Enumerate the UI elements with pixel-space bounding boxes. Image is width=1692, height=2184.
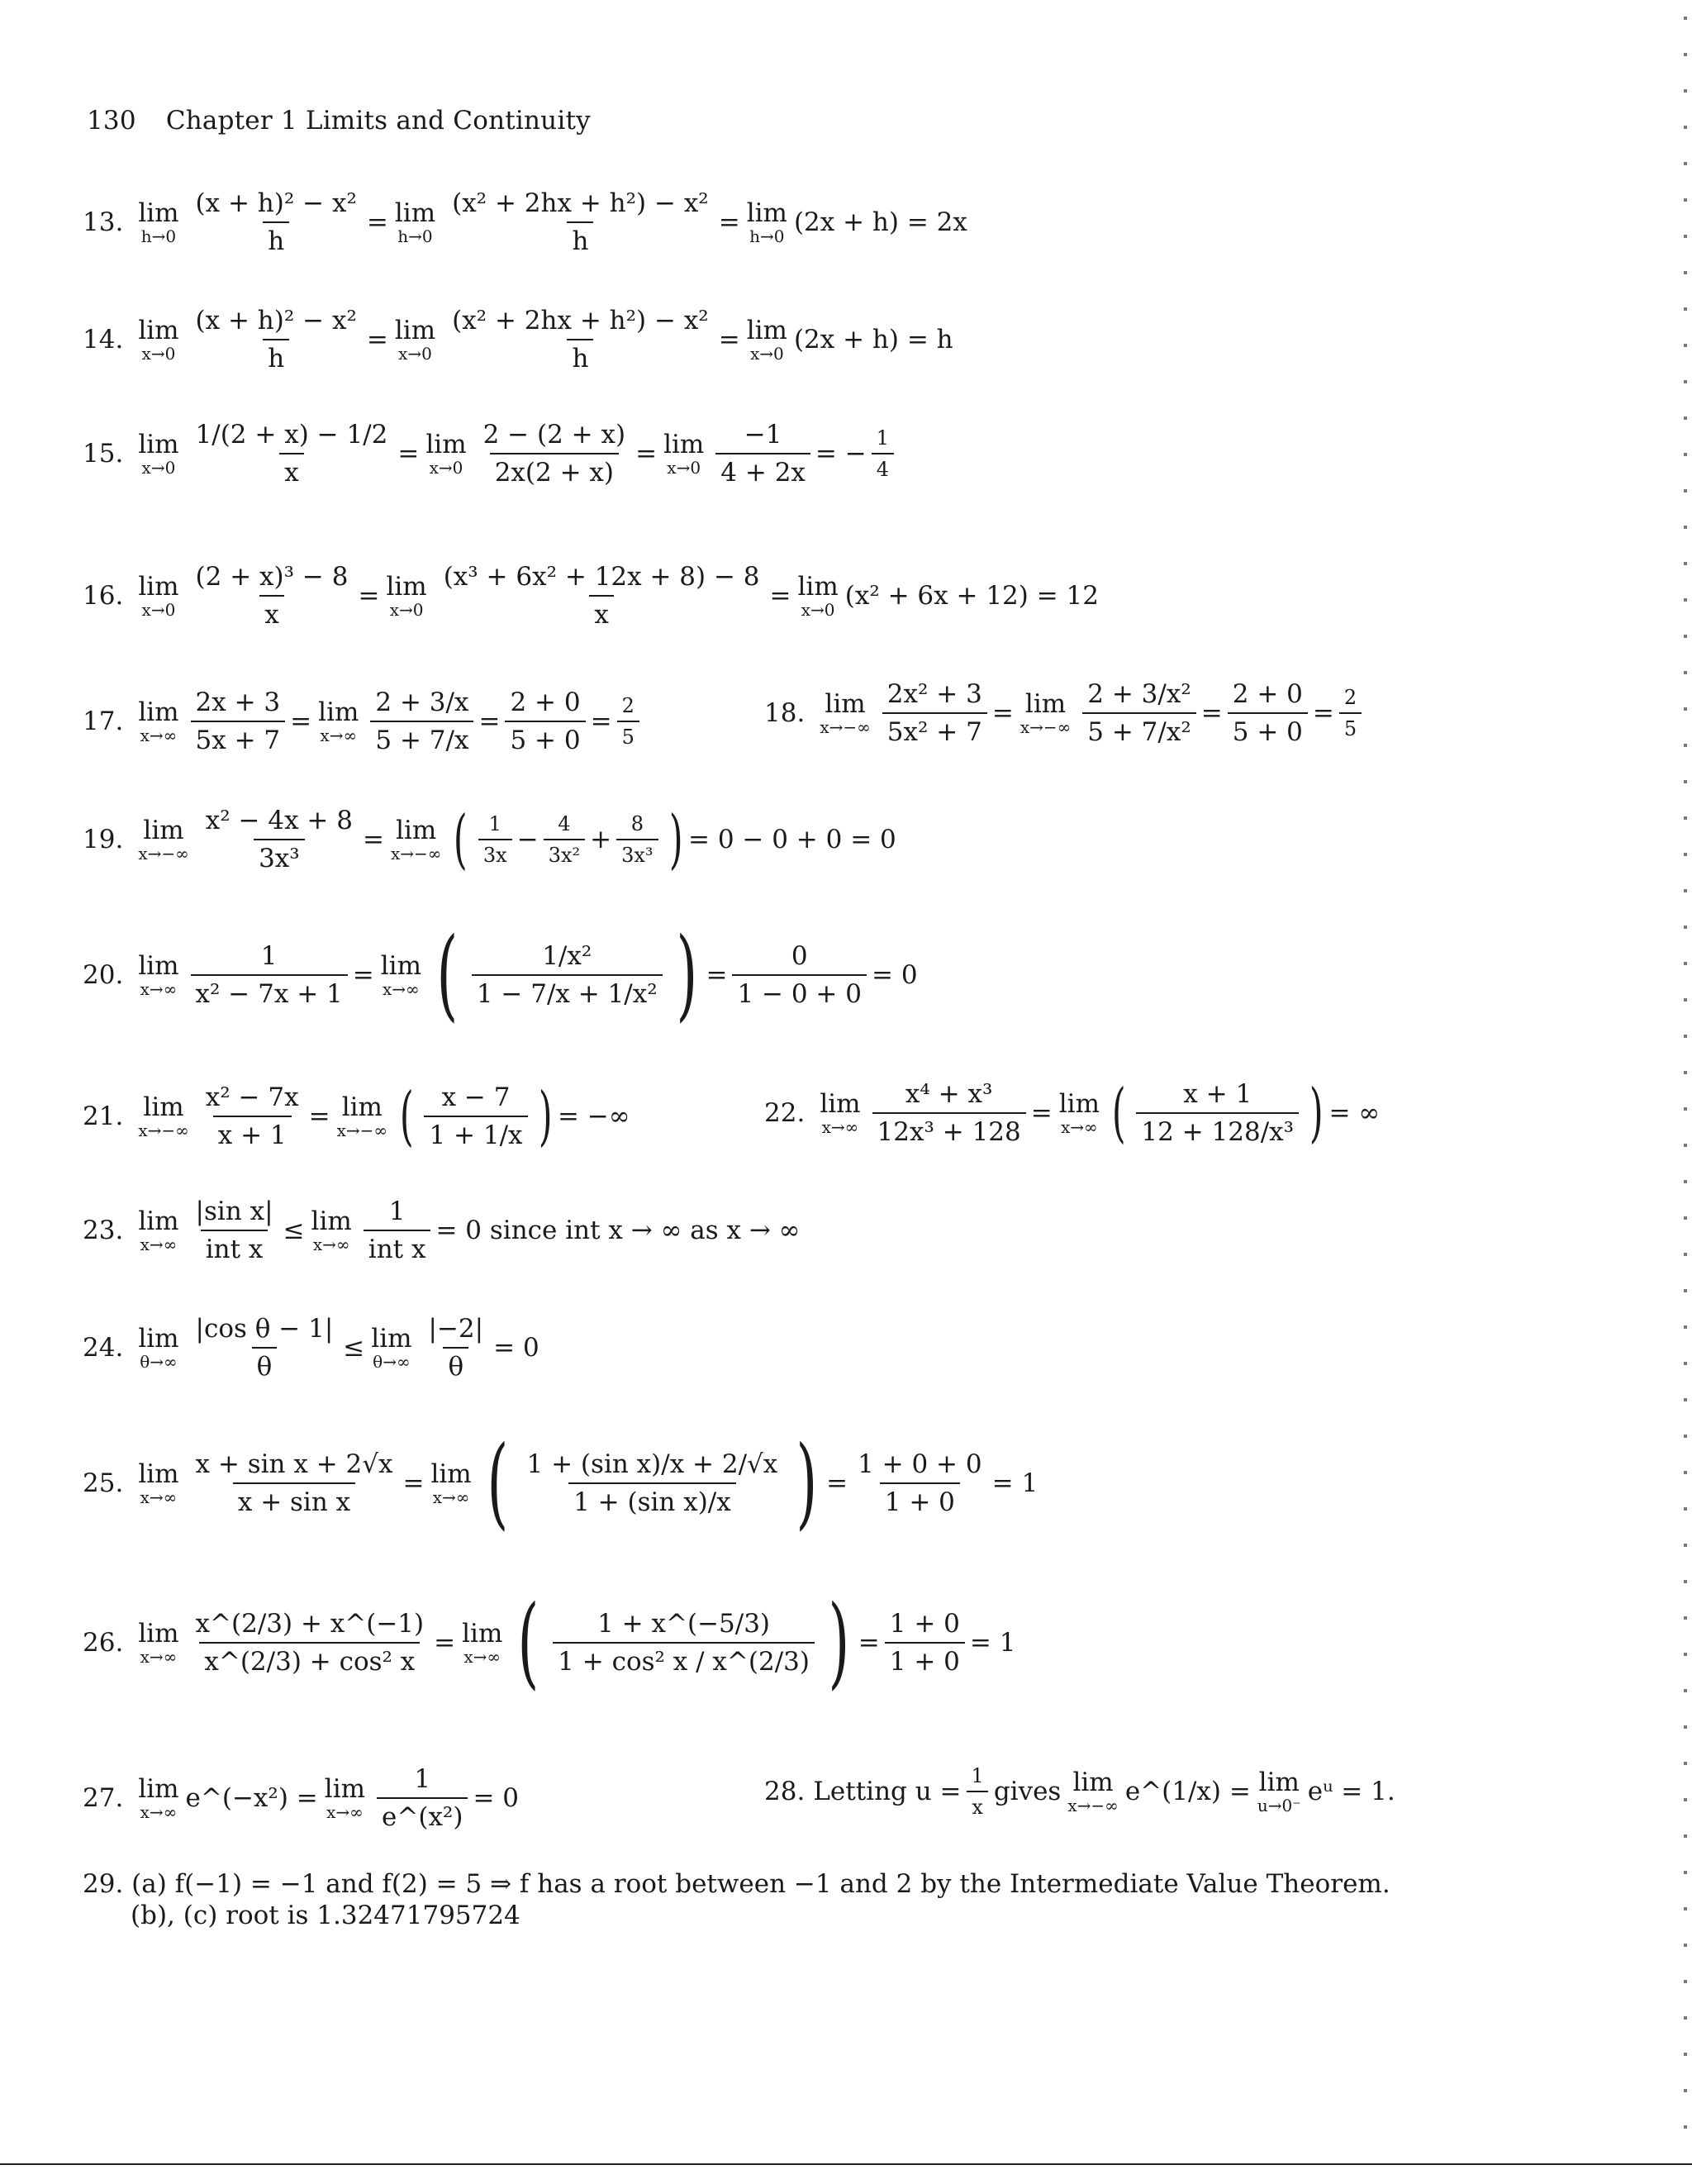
limit-operator: lim x→∞ (430, 1459, 472, 1507)
problem-15: 15. lim x→0 $\frac{1/(2 + x) - 1/2}{x}$ = lim x→0 $\frac{2 - (2 + x)}{2x(2 + x)}$ = lim x→0 $\frac{-1}{4 + 2x}$ = − $\frac{1}{4}$ (83, 420, 899, 488)
limit-operator: lim h→0 (138, 198, 179, 246)
problem-20: 20. lim x→∞ $\frac{1}{\text{x² − 7x + 1}}$ = lim x→∞ ( $\frac{\text{1/x²}}{\text{1 − 7/x + 1/x²}}$ ) = $\frac{0}{1 - 0 + 0}$ = 0 (83, 917, 918, 1032)
fraction: $\frac{\text{1/x²}}{\text{1 − 7/x + 1/x²}}$ (472, 941, 663, 1009)
fraction: $\frac{\text{2x² + 3}}{\text{5x² + 7}}$ (882, 679, 987, 747)
result: = −∞ (557, 1102, 630, 1131)
result: = 1 (991, 1468, 1038, 1498)
right-paren: ) (538, 1079, 553, 1154)
fraction: $\frac{\text{(x² + 2hx + h²) − x²}}{h}$ (452, 306, 709, 374)
fraction: $\frac{\text{1 + (sin x)/x + 2/√x}}{\text{1 + (sin x)/x}}$ (526, 1449, 778, 1517)
result: = 0 (872, 960, 918, 990)
fraction: $\frac{x + 1}{\text{12 + 128/x³}}$ (1136, 1079, 1299, 1147)
fraction: $\frac{1}{x}$ (967, 1764, 989, 1819)
fraction: $\frac{1 + 0 + 0}{1 + 0}$ (858, 1449, 982, 1517)
result: = 0 (473, 1783, 520, 1813)
fraction: $\frac{\text{(x + h)² − x²}}{h}$ (195, 188, 357, 256)
fraction: $\frac{\text{x + sin x + 2√x}}{\text{x + sin x}}$ (195, 1449, 393, 1517)
limit-operator: lim x→∞ (138, 697, 179, 745)
left-paren: ( (454, 802, 468, 877)
result: = ∞ (1328, 1098, 1381, 1128)
bottom-rule (0, 2163, 1692, 2165)
limit-operator: lim h→0 (394, 198, 436, 246)
limit-operator: lim x→0 (394, 316, 436, 364)
limit-operator: lim x→0 (138, 316, 179, 364)
fraction: $\frac{1}{\text{int x}}$ (364, 1197, 431, 1264)
problem-18: 18. lim x→−∞ $\frac{\text{2x² + 3}}{\text{5x² + 7}}$ = lim x→−∞ $\frac{\text{2 + 3/x²}}{\text{5 + 7/x²}}$ = $\frac{2 + 0}{5 + 0}$ = $\frac{2}{5}$ (764, 679, 1366, 747)
limit-operator: lim x→0 (138, 430, 179, 478)
fraction: $\frac{\text{|cos θ − 1|}}{\theta}$ (195, 1314, 334, 1382)
limit-operator: lim x→0 (138, 572, 179, 620)
limit-operator: lim x→∞ (820, 1089, 861, 1137)
fraction: $\frac{2 + 3/x}{5 + 7/x}$ (370, 688, 473, 755)
problem-number: 22. (764, 1098, 806, 1128)
left-paren: ( (436, 917, 459, 1032)
result: (2x + h) = h (793, 325, 953, 354)
fraction: $\frac{\text{|sin x|}}{\text{int x}}$ (195, 1197, 273, 1264)
limit-operator: lim x→∞ (1058, 1089, 1100, 1137)
problem-number: 21. (83, 1102, 124, 1131)
problem-number: 16. (83, 581, 124, 611)
left-paren: ( (1111, 1076, 1126, 1150)
problem-26: 26. lim x→∞ $\frac{x\^{}(2/3) + x\^{}(-1)}{\text{x\textasciicircum{}(2/3) + cos² x}}$ = lim x→∞ ( $\frac{1 + x\^{}(-5/3)}{\text{1 + cos² x / x\textasciicircum{}(2/3)}}$ ) = $\frac{1 + 0}{1 + 0}$ = 1 (83, 1585, 1016, 1700)
problem-28: 28. Letting u = $\frac{1}{x}$ gives lim x→−∞ e^(1/x) = lim u→0⁻ eᵘ = 1. (764, 1764, 1395, 1819)
problem-16: 16. lim x→0 $\frac{\text{(2 + x)³ − 8}}{x}$ = lim x→0 $\frac{\text{(x³ + 6x² + 12x + 8) − 8}}{x}$ = lim x→0 (x² + 6x + 12) = 12 (83, 562, 1099, 630)
limit-operator: lim x→∞ (324, 1774, 366, 1822)
limit-operator: lim x→−∞ (820, 689, 871, 737)
fraction: $\frac{1}{\text{e\textasciicircum{}(x²)}}$ (377, 1764, 468, 1832)
fraction: $\frac{1/(2 + x) - 1/2}{x}$ (195, 420, 388, 488)
right-paren: ) (796, 1425, 818, 1540)
limit-operator: lim x→0 (746, 316, 787, 364)
left-paren: ( (517, 1585, 539, 1700)
fraction: $\frac{|-2|}{\theta}$ (428, 1314, 484, 1382)
problem-number: 18. (764, 698, 806, 728)
fraction: $\frac{\text{x² − 7x}}{x + 1}$ (205, 1082, 299, 1150)
fraction: $\frac{\text{(2 + x)³ − 8}}{x}$ (195, 562, 349, 630)
problem-25: 25. lim x→∞ $\frac{\text{x + sin x + 2√x}}{\text{x + sin x}}$ = lim x→∞ ( $\frac{\text{1 + (sin x)/x + 2/√x}}{\text{1 + (sin x)/x}}$ ) = $\frac{1 + 0 + 0}{1 + 0}$ = 1 (83, 1425, 1038, 1540)
fraction: $\frac{1}{\text{x² − 7x + 1}}$ (191, 941, 348, 1009)
limit-operator: lim x→∞ (380, 951, 421, 999)
problem-number: 13. (83, 207, 124, 237)
fraction: $\frac{1 + 0}{1 + 0}$ (885, 1609, 965, 1677)
fraction: $\frac{1}{3x}$ (478, 812, 512, 867)
result: (x² + 6x + 12) = 12 (844, 581, 1099, 611)
problem-number: 27. (83, 1783, 124, 1813)
answer-line-1: (a) f(−1) = −1 and f(2) = 5 ⇒ f has a root between −1 and 2 by the Intermediate Value Theorem. (131, 1869, 1390, 1899)
result: = 0 since int x → ∞ as x → ∞ (435, 1216, 801, 1245)
limit-operator: lim x→−∞ (138, 1092, 189, 1140)
problem-29-line-2 (131, 1901, 520, 1930)
problem-number: 23. (83, 1216, 124, 1245)
fraction: $\frac{\text{x² − 4x + 8}}{\text{3x³}}$ (205, 806, 353, 873)
problem-13: 13. lim h→0 $\frac{\text{(x + h)² − x²}}{h}$ = lim h→0 $\frac{\text{(x² + 2hx + h²) − x²}}{h}$ = lim h→0 (2x + h) = 2x (83, 188, 967, 256)
limit-operator: lim θ→∞ (371, 1324, 412, 1372)
fraction: $\frac{-1}{4 + 2x}$ (715, 420, 810, 488)
problem-number: 17. (83, 707, 124, 736)
problem-number: 20. (83, 960, 124, 990)
answer-line-2: (b), (c) root is 1.32471795724 (131, 1901, 520, 1930)
binding-edge-dots (1684, 17, 1687, 2157)
problem-number: 28. (764, 1777, 806, 1806)
right-paren: ) (668, 802, 683, 877)
result: = 0 − 0 + 0 = 0 (687, 825, 896, 854)
limit-operator: lim x→∞ (311, 1206, 352, 1254)
limit-operator: lim x→∞ (138, 1459, 179, 1507)
problem-number: 15. (83, 439, 124, 469)
problem-number: 24. (83, 1333, 124, 1363)
fraction: $\frac{x\^{}(2/3) + x\^{}(-1)}{\text{x\textasciicircum{}(2/3) + cos² x}}$ (195, 1609, 425, 1677)
limit-operator: lim x→0 (386, 572, 427, 620)
fraction: $\frac{2x + 3}{5x + 7}$ (191, 688, 286, 755)
limit-operator: lim x→∞ (138, 1774, 179, 1822)
problem-27: 27. lim x→∞ e^(−x²) = lim x→∞ $\frac{1}{\text{e\textasciicircum{}(x²)}}$ = 0 (83, 1764, 520, 1832)
limit-operator: lim x→0 (663, 430, 705, 478)
fraction: $\frac{2 - (2 + x)}{2x(2 + x)}$ (482, 420, 626, 488)
fraction: $\frac{1 + x\^{}(-5/3)}{\text{1 + cos² x / x\textasciicircum{}(2/3)}}$ (553, 1609, 815, 1677)
problem-22: 22. lim x→∞ $\frac{\text{x⁴ + x³}}{\text{12x³ + 128}}$ = lim x→∞ ( $\frac{x + 1}{\text{12 + 128/x³}}$ ) = ∞ (764, 1076, 1381, 1150)
limit-operator: lim x→0 (425, 430, 467, 478)
result: = 0 (493, 1333, 539, 1363)
expression: e^(−x²) (185, 1783, 288, 1813)
page-header (87, 106, 591, 136)
fraction: $\frac{4}{\text{3x²}}$ (544, 812, 585, 867)
limit-operator: lim u→0⁻ (1257, 1768, 1301, 1815)
right-paren: ) (1309, 1076, 1324, 1150)
fraction: $\frac{x - 7}{1 + 1/x}$ (424, 1082, 527, 1150)
problem-number: 14. (83, 325, 124, 354)
limit-operator: lim θ→∞ (138, 1324, 179, 1372)
problem-number: 19. (83, 825, 124, 854)
right-paren: ) (676, 917, 697, 1032)
problem-19: 19. lim x→−∞ $\frac{\text{x² − 4x + 8}}{\text{3x³}}$ = lim x→−∞ ( $\frac{1}{3x}$ − $\frac{4}{\text{3x²}}$ + $\frac{8}{\text{3x³}}$ ) = 0 − 0 + 0 = 0 (83, 802, 896, 877)
fraction: $\frac{2 + 0}{5 + 0}$ (1228, 679, 1308, 747)
left-paren: ( (487, 1425, 508, 1540)
result: = 1 (969, 1628, 1016, 1658)
fraction: $\frac{2}{5}$ (1339, 686, 1362, 740)
limit-operator: lim x→0 (797, 572, 839, 620)
limit-operator: lim x→−∞ (138, 816, 189, 864)
fraction: $\frac{\text{(x³ + 6x² + 12x + 8) − 8}}{x}$ (443, 562, 760, 630)
limit-operator: lim x→−∞ (336, 1092, 388, 1140)
limit-operator: lim x→∞ (462, 1619, 503, 1667)
fraction: $\frac{1}{4}$ (872, 426, 894, 481)
problem-number: 25. (83, 1468, 124, 1498)
fraction: $\frac{\text{2 + 3/x²}}{\text{5 + 7/x²}}$ (1082, 679, 1195, 747)
result: (2x + h) = 2x (793, 207, 967, 237)
problem-23: 23. lim x→∞ $\frac{\text{|sin x|}}{\text{int x}}$ ≤ lim x→∞ $\frac{1}{\text{int x}}$ = 0 since int x → ∞ as x → ∞ (83, 1197, 801, 1264)
limit-operator: lim x→−∞ (1067, 1768, 1119, 1815)
fraction: $\frac{\text{(x² + 2hx + h²) − x²}}{h}$ (452, 188, 709, 256)
limit-operator: lim x→∞ (138, 1206, 179, 1254)
problem-number: 26. (83, 1628, 124, 1658)
limit-operator: lim x→∞ (138, 951, 179, 999)
page-number: 130 (87, 106, 136, 136)
problem-24: 24. lim θ→∞ $\frac{\text{|cos θ − 1|}}{\theta}$ ≤ lim θ→∞ $\frac{|-2|}{\theta}$ = 0 (83, 1314, 539, 1382)
fraction: $\frac{\text{x⁴ + x³}}{\text{12x³ + 128}}$ (872, 1079, 1026, 1147)
fraction: $\frac{8}{\text{3x³}}$ (616, 812, 658, 867)
fraction: $\frac{2}{5}$ (617, 694, 639, 749)
problem-14: 14. lim x→0 $\frac{\text{(x + h)² − x²}}{h}$ = lim x→0 $\frac{\text{(x² + 2hx + h²) − x²}}{h}$ = lim x→0 (2x + h) = h (83, 306, 953, 374)
problem-21: 21. lim x→−∞ $\frac{\text{x² − 7x}}{x + 1}$ = lim x→−∞ ( $\frac{x - 7}{1 + 1/x}$ ) = −∞ (83, 1079, 630, 1154)
fraction: $\frac{2 + 0}{5 + 0}$ (505, 688, 585, 755)
limit-operator: lim x→−∞ (1019, 689, 1072, 737)
problem-number: 29. (83, 1869, 124, 1899)
fraction: $\frac{0}{1 - 0 + 0}$ (732, 941, 867, 1009)
limit-operator: lim h→0 (746, 198, 787, 246)
right-paren: ) (828, 1585, 850, 1700)
problem-29 (83, 1869, 1390, 1899)
problem-17: 17. lim x→∞ $\frac{2x + 3}{5x + 7}$ = lim x→∞ $\frac{2 + 3/x}{5 + 7/x}$ = $\frac{2 + 0}{5 + 0}$ = $\frac{2}{5}$ (83, 688, 644, 755)
limit-operator: lim x→−∞ (390, 816, 442, 864)
fraction: $\frac{\text{(x + h)² − x²}}{h}$ (195, 306, 357, 374)
left-paren: ( (399, 1079, 414, 1154)
limit-operator: lim x→∞ (318, 697, 359, 745)
limit-operator: lim x→∞ (138, 1619, 179, 1667)
chapter-title: Chapter 1 Limits and Continuity (165, 106, 591, 136)
